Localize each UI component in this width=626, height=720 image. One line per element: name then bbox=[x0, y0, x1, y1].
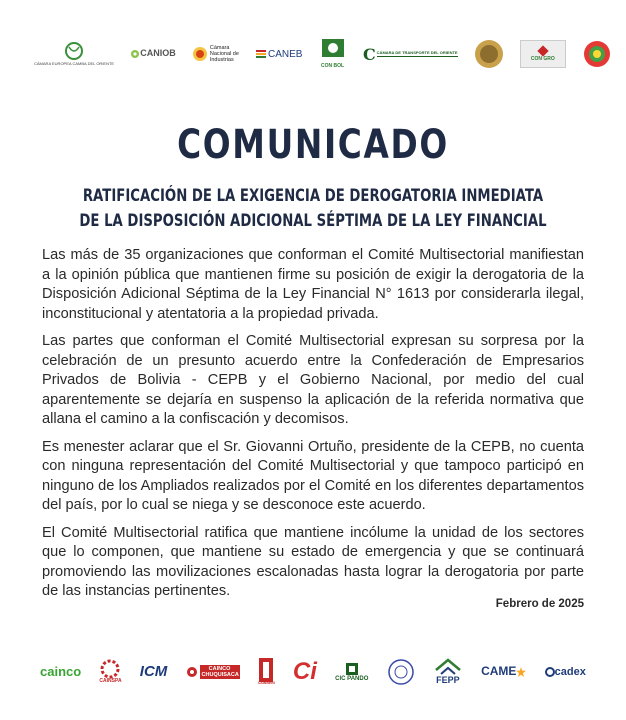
logo-flower-seal bbox=[582, 39, 612, 69]
logo-text: CAINSPA bbox=[99, 678, 122, 685]
logo-text: CANIOB bbox=[140, 48, 176, 59]
transporte-ct-icon bbox=[363, 44, 377, 64]
paragraph: Las más de 35 organizaciones que conforman el Comité Multisectorial manifiestan a la opinión pública que mantienen firme su posición de exigir la derogatoria de la Disposición Adicional Séptima de la Ley Financial N° 1613 por considerarla ilegal, inconstitucional y atentatoria a la propiedad privada. bbox=[42, 247, 584, 322]
paragraph: Es menester aclarar que el Sr. Giovanni Ortuño, presidente de la CEPB, no cuenta con ninguna representación del Comité Multisectorial y que tampoco participó en ninguno de los Ampliados realizados por el Comité en los diferentes departamentos del país, por lo cual se niega y se desconoce este acuerdo. bbox=[42, 438, 584, 513]
logo-text: FEPP bbox=[436, 675, 460, 686]
logo-cainco bbox=[40, 665, 81, 679]
logo-cadex bbox=[545, 666, 586, 678]
logo-text: CON BOL bbox=[321, 63, 345, 70]
logo-ci bbox=[293, 659, 317, 685]
logo-camara-europea bbox=[34, 41, 114, 66]
logo-came bbox=[481, 665, 526, 678]
caniob-gear-icon bbox=[130, 49, 140, 59]
logo-text: CÁMARA DE TRANSPORTE DEL ORIENTE bbox=[376, 50, 458, 56]
date-line: Febrero de 2025 bbox=[495, 598, 584, 610]
round-seal-icon bbox=[474, 39, 504, 69]
paragraph: Las partes que conforman el Comité Multisectorial expresan su sorpresa por la celebración de un presunto acuerdo entre la Confederación de Empresarios Privados de Bolivia - CEPB y el Gobierno Nacional, por medio del cual aparentemente se dejaría en suspenso la aplicación de la referida normativa que allana el camino a la confiscación y decomisos. bbox=[42, 333, 584, 427]
logo-text: Cámara Nacional de Industrias bbox=[209, 44, 239, 64]
cic-pando-icon bbox=[345, 662, 359, 676]
confebol-emblem-icon bbox=[319, 38, 347, 64]
logo-cainspa bbox=[99, 659, 121, 685]
logo-text: cainco bbox=[40, 663, 82, 679]
logo-confebol bbox=[319, 38, 347, 70]
paragraph: El Comité Multisectorial ratifica que mantiene incólume la unidad de los sectores que lo componen, que mantiene su estado de emergencia y que se continuará promoviendo las movilizaciones escalonadas hasta lograr la derogatoria por parte de las instancias pertinentes. bbox=[42, 524, 584, 599]
camara-europea-logo-icon bbox=[61, 41, 87, 61]
logo-round-seal bbox=[387, 658, 415, 686]
svg-text:C: C bbox=[362, 45, 376, 64]
logo-cainco-chuquisaca bbox=[186, 665, 240, 679]
logo-caniob bbox=[130, 49, 176, 59]
logo-text: CAINCO CHUQUISACA bbox=[201, 665, 239, 678]
round-seal-bottom-icon bbox=[387, 658, 415, 686]
logo-conagro bbox=[520, 40, 566, 68]
logo-cainbeni bbox=[258, 658, 275, 686]
page-title: COMUNICADO bbox=[177, 122, 449, 168]
caneb-stripes-icon bbox=[256, 50, 266, 58]
chuquisaca-gear-icon bbox=[186, 666, 198, 678]
logo-icm bbox=[140, 664, 168, 681]
subtitle-line-2: DE LA DISPOSICIÓN ADICIONAL SÉPTIMA DE LA LEY FINANCIAL bbox=[79, 211, 547, 231]
logo-text: ICM bbox=[139, 662, 168, 680]
logo-caption: CÁMARA EUROPEA CAMBA DEL ORIENTE bbox=[34, 61, 115, 67]
logo-text: CON GRO bbox=[530, 56, 555, 63]
cainspa-gear-icon bbox=[100, 659, 120, 679]
logo-cic-pando bbox=[335, 662, 368, 683]
cadex-circle-icon bbox=[545, 667, 555, 677]
top-logo-row bbox=[0, 30, 626, 78]
logo-text: CAINBENI bbox=[257, 681, 275, 686]
logo-seal bbox=[474, 39, 504, 69]
logo-text: CANEB bbox=[267, 48, 303, 60]
fepp-house-icon bbox=[433, 658, 463, 676]
logo-text: CIC PANDO bbox=[335, 675, 369, 682]
logo-text: CAME bbox=[481, 664, 517, 679]
logo-caneb bbox=[256, 49, 302, 60]
logo-cni bbox=[192, 45, 240, 63]
logo-text: cadex bbox=[554, 665, 586, 678]
communique-body bbox=[42, 246, 584, 610]
came-star-icon bbox=[516, 667, 526, 677]
bottom-logo-row bbox=[0, 652, 626, 692]
logo-fepp bbox=[433, 658, 463, 686]
logo-transporte bbox=[363, 44, 458, 64]
subtitle-line-1: RATIFICACIÓN DE LA EXIGENCIA DE DEROGATORIA INMEDIATA bbox=[82, 186, 544, 206]
flower-seal-icon bbox=[582, 39, 612, 69]
logo-text: Ci bbox=[292, 657, 317, 685]
cni-seal-icon bbox=[192, 46, 208, 62]
